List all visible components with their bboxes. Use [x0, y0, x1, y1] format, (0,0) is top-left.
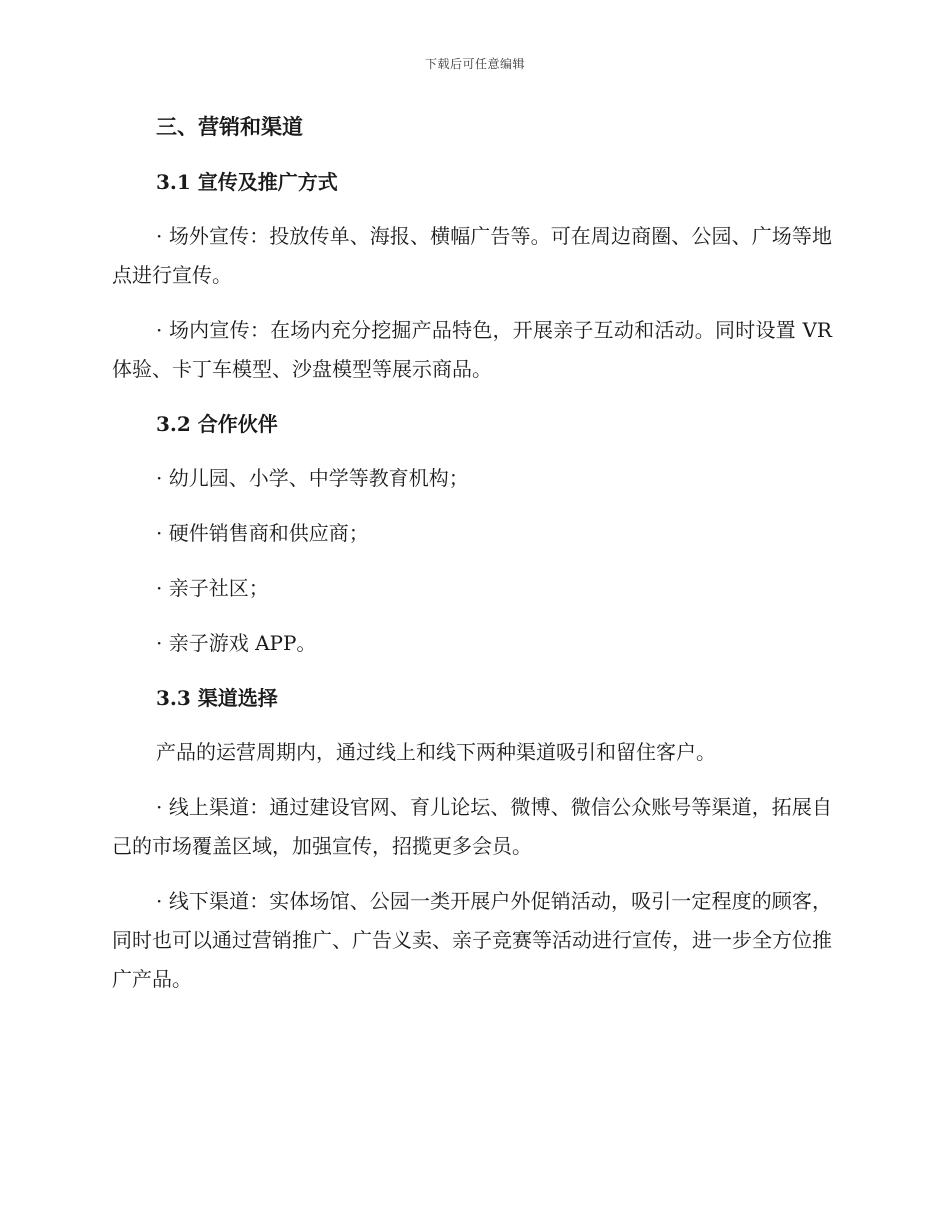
document-body: [112, 108, 832, 1015]
section-title: 三、营销和渠道: [156, 114, 303, 139]
partner-list-item: · 亲子社区；: [156, 576, 269, 600]
promotion-heading: 3.1 宣传及推广方式: [156, 170, 338, 194]
partner-list-item: · 硬件销售商和供应商；: [156, 521, 369, 545]
page-header: 下载后可任意编辑: [424, 57, 525, 71]
outdoor-promotion-paragraph: · 场外宣传：投放传单、海报、横幅广告等。可在周边商圈、公园、广场等地点进行宣传。: [112, 224, 832, 287]
partner-list-item: · 幼儿园、小学、中学等教育机构；: [156, 466, 469, 490]
channels-heading: 3.3 渠道选择: [156, 686, 278, 710]
partner-list-item: · 亲子游戏 APP。: [156, 631, 317, 655]
partners-heading: 3.2 合作伙伴: [156, 412, 278, 436]
channels-intro-paragraph: 产品的运营周期内，通过线上和线下两种渠道吸引和留住客户。: [156, 740, 716, 764]
offline-channel-paragraph: · 线下渠道：实体场馆、公园一类开展户外促销活动，吸引一定程度的顾客，同时也可以通过营销推广、广告义卖、亲子竞赛等活动进行宣传，进一步全方位推广产品。: [112, 889, 832, 991]
indoor-promotion-paragraph: · 场内宣传：在场内充分挖掘产品特色，开展亲子互动和活动。同时设置 VR 体验、卡丁车模型、沙盘模型等展示商品。: [112, 318, 832, 381]
online-channel-paragraph: · 线上渠道：通过建设官网、育儿论坛、微博、微信公众账号等渠道，拓展自己的市场覆盖区域，加强宣传，招揽更多会员。: [112, 795, 832, 858]
